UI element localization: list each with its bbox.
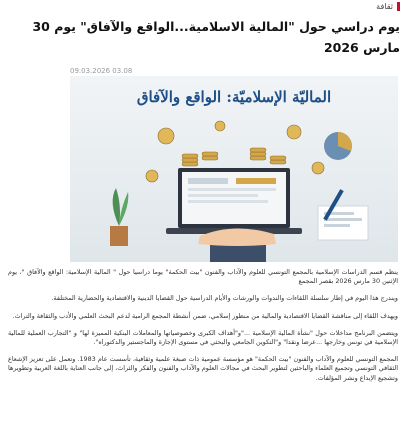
hero-banner-text: الماليّة الإسلاميّة: الواقع والآفاق [136, 88, 332, 106]
article-paragraph: المجمع التونسي للعلوم والآداب والفنون "بيت الحكمة" هو مؤسسة عمومية ذات صبغة علمية وثقافية، تأسست عام 1983. وتعمل على تعزيز الإشعاع الثقافي التونسي وتجميع العلماء والباحثين لتطوير البحث في مجالات العلوم والآداب والفنون والفكر والثراث، إلى جانب العناية باللغة العربية وتطويرها وتشجيع الإبداع ونشر المؤلفات. [8, 355, 398, 382]
category-label[interactable] [376, 2, 400, 11]
category-marker [397, 2, 400, 11]
category-text[interactable]: ثقافة [376, 2, 393, 11]
laptop-icon [166, 168, 302, 234]
article-date: 09.03.2026 03.08 [70, 67, 133, 75]
article-body [8, 268, 398, 391]
islamic-finance-illustration [70, 76, 398, 262]
article-paragraph: ويندرج هذا اليوم في إطار سلسلة اللقاءات والندوات والورشات والأيام الدراسية حول القضايا الدينية والاقتصادية والحضارية المختلفة. [51, 294, 398, 303]
article-paragraph: ويتضمن البرنامج مداخلات حول "نشأة المالية الإسلامية ..."و"أهداف الكبرى وخصوصياتها والمعاملات البنكية المميزة لها" و "التجارب العملية للمالية الإسلامية في تونس وخارجها ...عرضا ونقدا" و"التكوين الجامعي والبحثي في مستوى الإجازة والماجستير والدكتوراه". [8, 328, 398, 347]
article-title: يوم دراسي حول "المالية الاسلامية...الواقع والآفاق" يوم 30 مارس 2026 [32, 19, 400, 55]
hero-image [70, 76, 398, 262]
article-paragraph: ينظم قسم الدراسات الإسلامية بالمجمع التونسي للعلوم والآداب والفنون "بيت الحكمة" يوما دراسيا حول " المالية الإسلامية: الواقع والآفاق "، يوم الإثنين 30 مارس 2026 بقصر المجمع [8, 268, 398, 286]
pie-chart-icon [324, 132, 352, 160]
article-paragraph: ويهدف اللقاء إلى مناقشة القضايا الاقتصادية والمالية من منظور إسلامي، ضمن أنشطة المجمع الرامية لدعم البحث العلمي والأدب والثقافة والتراث. [12, 311, 398, 320]
